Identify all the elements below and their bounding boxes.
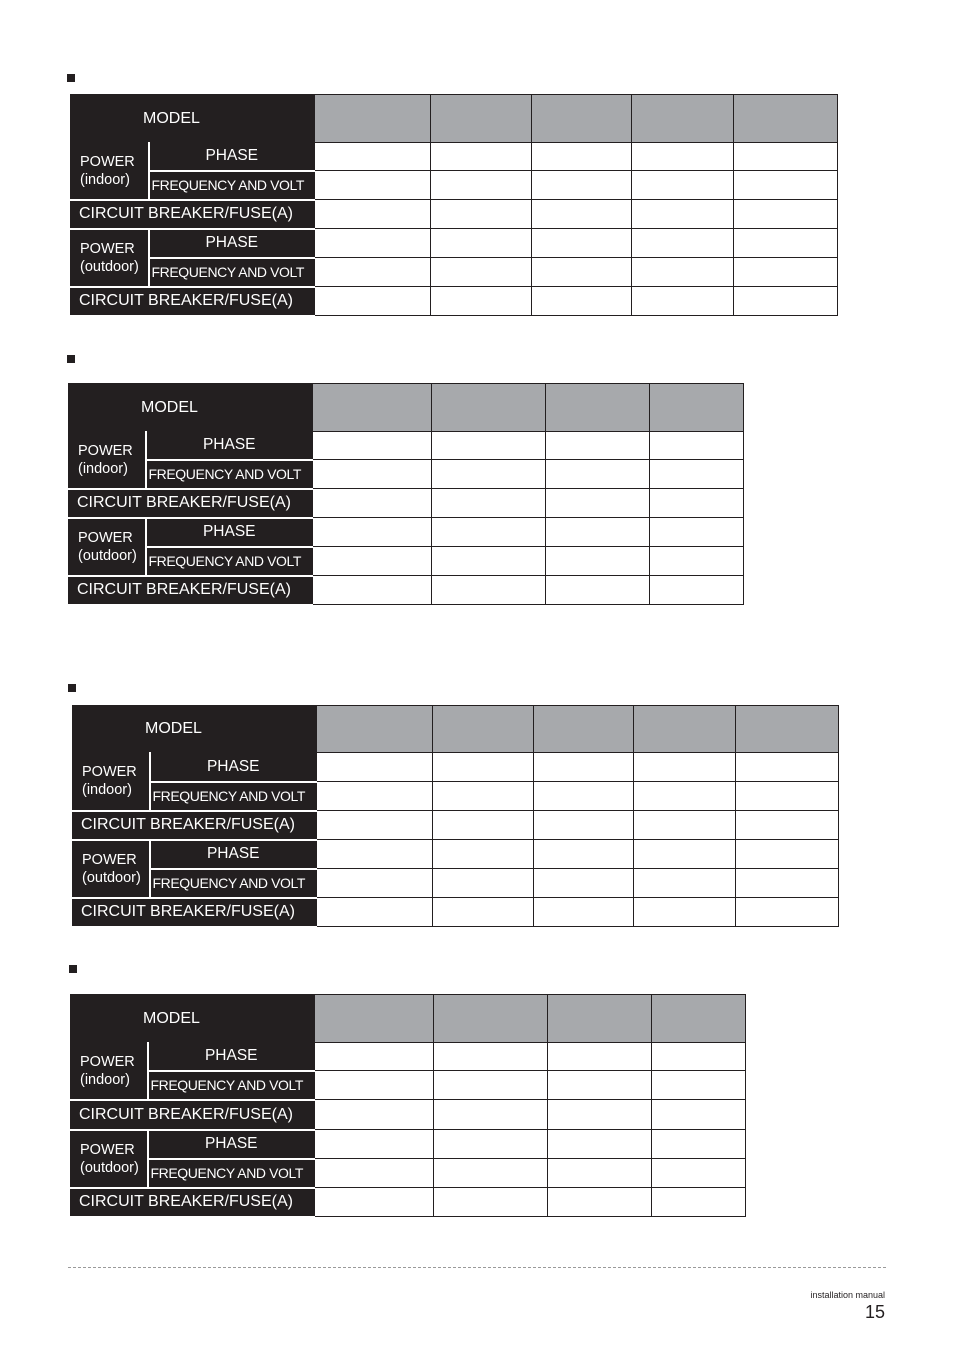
data-cell[interactable] [534, 811, 634, 840]
frequency-volt-label: FREQUENCY AND VOLT [148, 1159, 315, 1188]
data-cell[interactable] [431, 171, 532, 200]
data-cell[interactable] [432, 432, 546, 460]
data-cell[interactable] [634, 811, 736, 840]
power-indoor-label: POWER (indoor) [71, 1043, 148, 1100]
data-cell[interactable] [433, 869, 534, 898]
power-indoor-label: POWER (indoor) [71, 143, 149, 200]
data-cell[interactable] [434, 1130, 548, 1159]
data-cell[interactable] [546, 547, 650, 576]
data-cell[interactable] [433, 753, 534, 782]
data-cell[interactable] [432, 518, 546, 547]
data-cell[interactable] [315, 1100, 434, 1130]
frequency-volt-label: FREQUENCY AND VOLT [150, 782, 317, 811]
data-cell[interactable] [434, 1043, 548, 1071]
model-cell[interactable] [652, 995, 746, 1043]
data-cell[interactable] [634, 782, 736, 811]
frequency-volt-label: FREQUENCY AND VOLT [148, 1071, 315, 1100]
data-cell[interactable] [650, 518, 744, 547]
data-cell[interactable] [431, 258, 532, 287]
spec-table-3 [72, 705, 839, 928]
data-cell[interactable] [431, 287, 532, 316]
data-cell[interactable] [433, 840, 534, 869]
model-label: MODEL [73, 706, 317, 753]
phase-label: PHASE [149, 229, 315, 258]
data-cell[interactable] [317, 782, 433, 811]
data-cell[interactable] [650, 547, 744, 576]
data-cell[interactable] [315, 229, 431, 258]
data-cell[interactable] [431, 143, 532, 171]
data-cell[interactable] [632, 229, 734, 258]
data-cell[interactable] [548, 1130, 652, 1159]
data-cell[interactable] [650, 460, 744, 489]
data-cell[interactable] [534, 840, 634, 869]
circuit-breaker-label: CIRCUIT BREAKER/FUSE(A) [71, 200, 315, 229]
data-cell[interactable] [434, 1159, 548, 1188]
data-cell[interactable] [734, 258, 838, 287]
power-outdoor-label: POWER (outdoor) [73, 840, 150, 898]
circuit-breaker-label: CIRCUIT BREAKER/FUSE(A) [69, 576, 313, 605]
data-cell[interactable] [317, 840, 433, 869]
data-cell[interactable] [736, 811, 839, 840]
phase-label: PHASE [150, 753, 317, 782]
circuit-breaker-label: CIRCUIT BREAKER/FUSE(A) [73, 898, 317, 927]
model-cell[interactable] [548, 995, 652, 1043]
data-cell[interactable] [433, 898, 534, 927]
data-cell[interactable] [652, 1130, 746, 1159]
data-cell[interactable] [315, 1043, 434, 1071]
data-cell[interactable] [534, 898, 634, 927]
data-cell[interactable] [313, 518, 432, 547]
frequency-volt-label: FREQUENCY AND VOLT [146, 460, 313, 489]
model-cell[interactable] [736, 706, 839, 753]
data-cell[interactable] [432, 547, 546, 576]
footer-divider [68, 1267, 886, 1268]
data-cell[interactable] [632, 258, 734, 287]
model-cell[interactable] [534, 706, 634, 753]
data-cell[interactable] [652, 1188, 746, 1217]
section-bullet-2 [67, 355, 75, 363]
model-label: MODEL [71, 995, 315, 1043]
data-cell[interactable] [434, 1188, 548, 1217]
data-cell[interactable] [548, 1188, 652, 1217]
model-label: MODEL [69, 384, 313, 432]
model-cell[interactable] [432, 384, 546, 432]
data-cell[interactable] [736, 782, 839, 811]
data-cell[interactable] [317, 869, 433, 898]
model-cell[interactable] [433, 706, 534, 753]
data-cell[interactable] [431, 200, 532, 229]
data-cell[interactable] [634, 753, 736, 782]
data-cell[interactable] [315, 1071, 434, 1100]
frequency-volt-label: FREQUENCY AND VOLT [149, 258, 315, 287]
model-cell[interactable] [634, 706, 736, 753]
model-cell[interactable] [632, 95, 734, 143]
data-cell[interactable] [313, 460, 432, 489]
data-cell[interactable] [734, 229, 838, 258]
frequency-volt-label: FREQUENCY AND VOLT [150, 869, 317, 898]
data-cell[interactable] [736, 840, 839, 869]
data-cell[interactable] [652, 1071, 746, 1100]
spec-table-4 [70, 994, 746, 1218]
data-cell[interactable] [317, 753, 433, 782]
data-cell[interactable] [632, 287, 734, 316]
data-cell[interactable] [317, 811, 433, 840]
data-cell[interactable] [736, 898, 839, 927]
model-cell[interactable] [315, 95, 431, 143]
data-cell[interactable] [315, 287, 431, 316]
data-cell[interactable] [432, 489, 546, 518]
data-cell[interactable] [632, 171, 734, 200]
model-cell[interactable] [315, 995, 434, 1043]
spec-table-2 [68, 383, 744, 606]
data-cell[interactable] [632, 200, 734, 229]
data-cell[interactable] [317, 898, 433, 927]
data-cell[interactable] [734, 143, 838, 171]
data-cell[interactable] [734, 171, 838, 200]
data-cell[interactable] [432, 460, 546, 489]
power-outdoor-label: POWER (outdoor) [71, 229, 149, 287]
data-cell[interactable] [532, 143, 632, 171]
data-cell[interactable] [546, 489, 650, 518]
model-cell[interactable] [313, 384, 432, 432]
data-cell[interactable] [313, 576, 432, 605]
data-cell[interactable] [546, 460, 650, 489]
data-cell[interactable] [315, 143, 431, 171]
data-cell[interactable] [432, 576, 546, 605]
data-cell[interactable] [650, 489, 744, 518]
frequency-volt-label: FREQUENCY AND VOLT [146, 547, 313, 576]
model-label: MODEL [71, 95, 315, 143]
data-cell[interactable] [315, 1130, 434, 1159]
circuit-breaker-label: CIRCUIT BREAKER/FUSE(A) [73, 811, 317, 840]
data-cell[interactable] [652, 1100, 746, 1130]
data-cell[interactable] [548, 1100, 652, 1130]
frequency-volt-label: FREQUENCY AND VOLT [149, 171, 315, 200]
data-cell[interactable] [532, 258, 632, 287]
phase-label: PHASE [146, 518, 313, 547]
data-cell[interactable] [546, 576, 650, 605]
data-cell[interactable] [634, 840, 736, 869]
data-cell[interactable] [313, 432, 432, 460]
data-cell[interactable] [634, 898, 736, 927]
data-cell[interactable] [532, 171, 632, 200]
model-cell[interactable] [434, 995, 548, 1043]
model-cell[interactable] [317, 706, 433, 753]
spec-table-1 [70, 94, 838, 317]
footer-manual-label: installation manual [810, 1290, 885, 1300]
data-cell[interactable] [650, 432, 744, 460]
data-cell[interactable] [652, 1043, 746, 1071]
data-cell[interactable] [736, 753, 839, 782]
data-cell[interactable] [534, 869, 634, 898]
data-cell[interactable] [652, 1159, 746, 1188]
phase-label: PHASE [149, 143, 315, 171]
power-outdoor-label: POWER (outdoor) [71, 1130, 148, 1188]
data-cell[interactable] [548, 1071, 652, 1100]
data-cell[interactable] [548, 1043, 652, 1071]
data-cell[interactable] [434, 1071, 548, 1100]
data-cell[interactable] [313, 547, 432, 576]
circuit-breaker-label: CIRCUIT BREAKER/FUSE(A) [71, 1188, 315, 1217]
data-cell[interactable] [534, 753, 634, 782]
data-cell[interactable] [315, 1159, 434, 1188]
data-cell[interactable] [433, 811, 534, 840]
model-cell[interactable] [650, 384, 744, 432]
phase-label: PHASE [150, 840, 317, 869]
data-cell[interactable] [734, 200, 838, 229]
section-bullet-3 [68, 684, 76, 692]
data-cell[interactable] [315, 258, 431, 287]
model-cell[interactable] [532, 95, 632, 143]
phase-label: PHASE [148, 1043, 315, 1071]
power-outdoor-label: POWER (outdoor) [69, 518, 146, 576]
circuit-breaker-label: CIRCUIT BREAKER/FUSE(A) [69, 489, 313, 518]
data-cell[interactable] [546, 518, 650, 547]
power-indoor-label: POWER (indoor) [69, 432, 146, 489]
data-cell[interactable] [315, 1188, 434, 1217]
data-cell[interactable] [632, 143, 734, 171]
model-cell[interactable] [734, 95, 838, 143]
phase-label: PHASE [146, 432, 313, 460]
data-cell[interactable] [431, 229, 532, 258]
data-cell[interactable] [650, 576, 744, 605]
circuit-breaker-label: CIRCUIT BREAKER/FUSE(A) [71, 287, 315, 316]
data-cell[interactable] [313, 489, 432, 518]
phase-label: PHASE [148, 1130, 315, 1159]
data-cell[interactable] [734, 287, 838, 316]
data-cell[interactable] [634, 869, 736, 898]
page-number: 15 [864, 1302, 885, 1322]
data-cell[interactable] [532, 229, 632, 258]
data-cell[interactable] [315, 171, 431, 200]
data-cell[interactable] [315, 200, 431, 229]
data-cell[interactable] [546, 432, 650, 460]
data-cell[interactable] [433, 782, 534, 811]
data-cell[interactable] [534, 782, 634, 811]
power-indoor-label: POWER (indoor) [73, 753, 150, 811]
section-bullet-4 [69, 965, 77, 973]
data-cell[interactable] [434, 1100, 548, 1130]
data-cell[interactable] [736, 869, 839, 898]
circuit-breaker-label: CIRCUIT BREAKER/FUSE(A) [71, 1100, 315, 1130]
data-cell[interactable] [532, 200, 632, 229]
data-cell[interactable] [532, 287, 632, 316]
model-cell[interactable] [431, 95, 532, 143]
section-bullet-1 [67, 74, 75, 82]
data-cell[interactable] [548, 1159, 652, 1188]
model-cell[interactable] [546, 384, 650, 432]
